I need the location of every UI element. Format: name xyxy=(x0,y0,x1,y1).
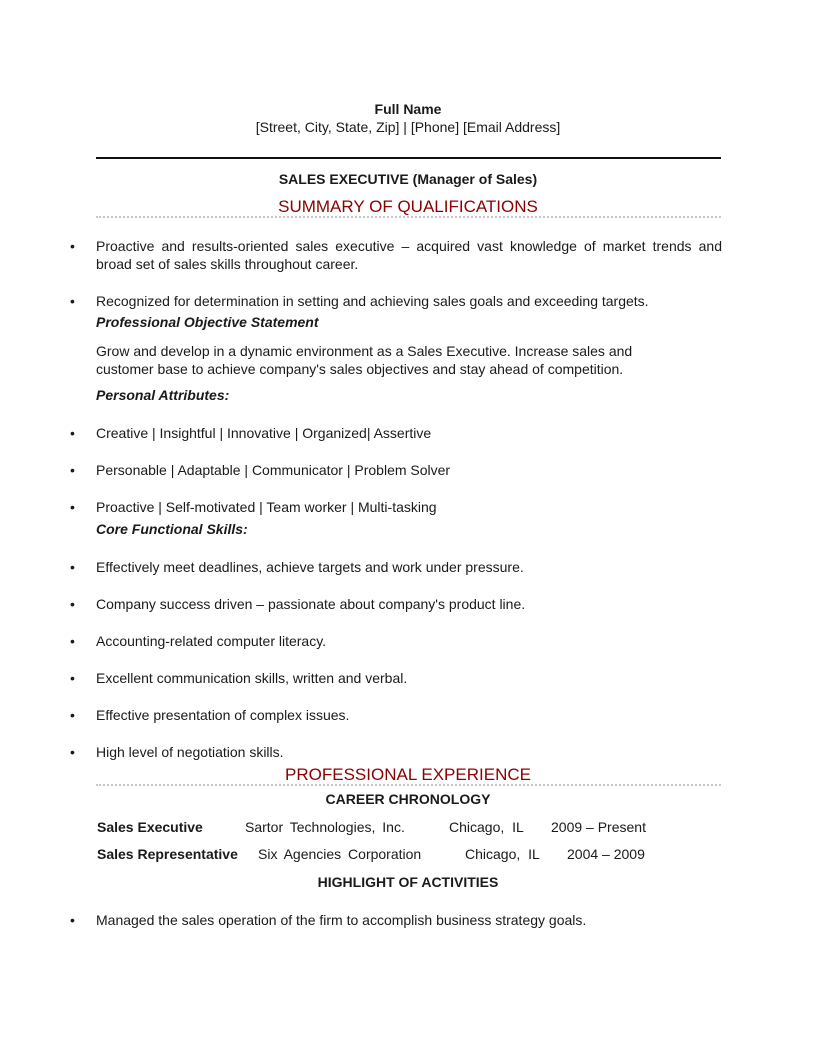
bullet-icon: • xyxy=(70,499,75,515)
attributes-heading: Personal Attributes: xyxy=(96,387,230,403)
job-company: Sartor Technologies, Inc. xyxy=(245,819,405,835)
job-location: Chicago, IL xyxy=(449,819,524,835)
section-divider-experience xyxy=(96,784,721,786)
objective-text: Grow and develop in a dynamic environment as a Sales Executive. Increase sales and customer base to achieve company's sales objectives and stay ahead of competition. xyxy=(96,343,633,377)
job-company: Six Agencies Corporation xyxy=(258,846,422,862)
bullet-icon: • xyxy=(70,559,75,575)
skill-item: High level of negotiation skills. xyxy=(96,744,284,760)
bullet-icon: • xyxy=(70,596,75,612)
header-divider xyxy=(96,157,721,159)
bullet-icon: • xyxy=(70,238,75,254)
skill-item: Excellent communication skills, written and verbal. xyxy=(96,670,408,686)
job-dates: 2004 – 2009 xyxy=(567,846,645,862)
skill-item: Accounting-related computer literacy. xyxy=(96,633,327,649)
attribute-item: Personable | Adaptable | Communicator | Problem Solver xyxy=(96,462,451,478)
summary-bullet-2: Recognized for determination in setting and achieving sales goals and exceeding targets. xyxy=(96,293,649,309)
attribute-item: Proactive | Self-motivated | Team worker | Multi-tasking xyxy=(96,499,437,515)
resume-name: Full Name xyxy=(374,101,442,117)
highlight-item: Managed the sales operation of the firm to accomplish business strategy goals. xyxy=(96,912,587,928)
summary-bullet-1: Proactive and results-oriented sales executive – acquired vast knowledge of market trends and broad set of sales skills throughout career. xyxy=(96,238,722,272)
highlights-heading: HIGHLIGHT OF ACTIVITIES xyxy=(317,874,499,890)
bullet-icon: • xyxy=(70,707,75,723)
skill-item: Effectively meet deadlines, achieve targets and work under pressure. xyxy=(96,559,524,575)
attribute-item: Creative | Insightful | Innovative | Organized| Assertive xyxy=(96,425,432,441)
bullet-icon: • xyxy=(70,293,75,309)
bullet-icon: • xyxy=(70,912,75,928)
job-title: Sales Representative xyxy=(97,846,238,862)
job-target-title: SALES EXECUTIVE (Manager of Sales) xyxy=(278,171,538,187)
job-dates: 2009 – Present xyxy=(551,819,646,835)
skills-heading: Core Functional Skills: xyxy=(96,521,248,537)
job-title: Sales Executive xyxy=(97,819,203,835)
bullet-icon: • xyxy=(70,462,75,478)
job-location: Chicago, IL xyxy=(465,846,540,862)
career-chronology-heading: CAREER CHRONOLOGY xyxy=(325,791,491,807)
skill-item: Company success driven – passionate about company's product line. xyxy=(96,596,526,612)
bullet-icon: • xyxy=(70,633,75,649)
skill-item: Effective presentation of complex issues. xyxy=(96,707,350,723)
section-title-summary: SUMMARY OF QUALIFICATIONS xyxy=(278,197,538,216)
bullet-icon: • xyxy=(70,425,75,441)
bullet-icon: • xyxy=(70,744,75,760)
bullet-icon: • xyxy=(70,670,75,686)
objective-heading: Professional Objective Statement xyxy=(96,314,319,330)
section-title-experience: PROFESSIONAL EXPERIENCE xyxy=(285,765,531,784)
section-divider-summary xyxy=(96,216,721,218)
contact-info: [Street, City, State, Zip] | [Phone] [Email Address] xyxy=(255,119,561,135)
